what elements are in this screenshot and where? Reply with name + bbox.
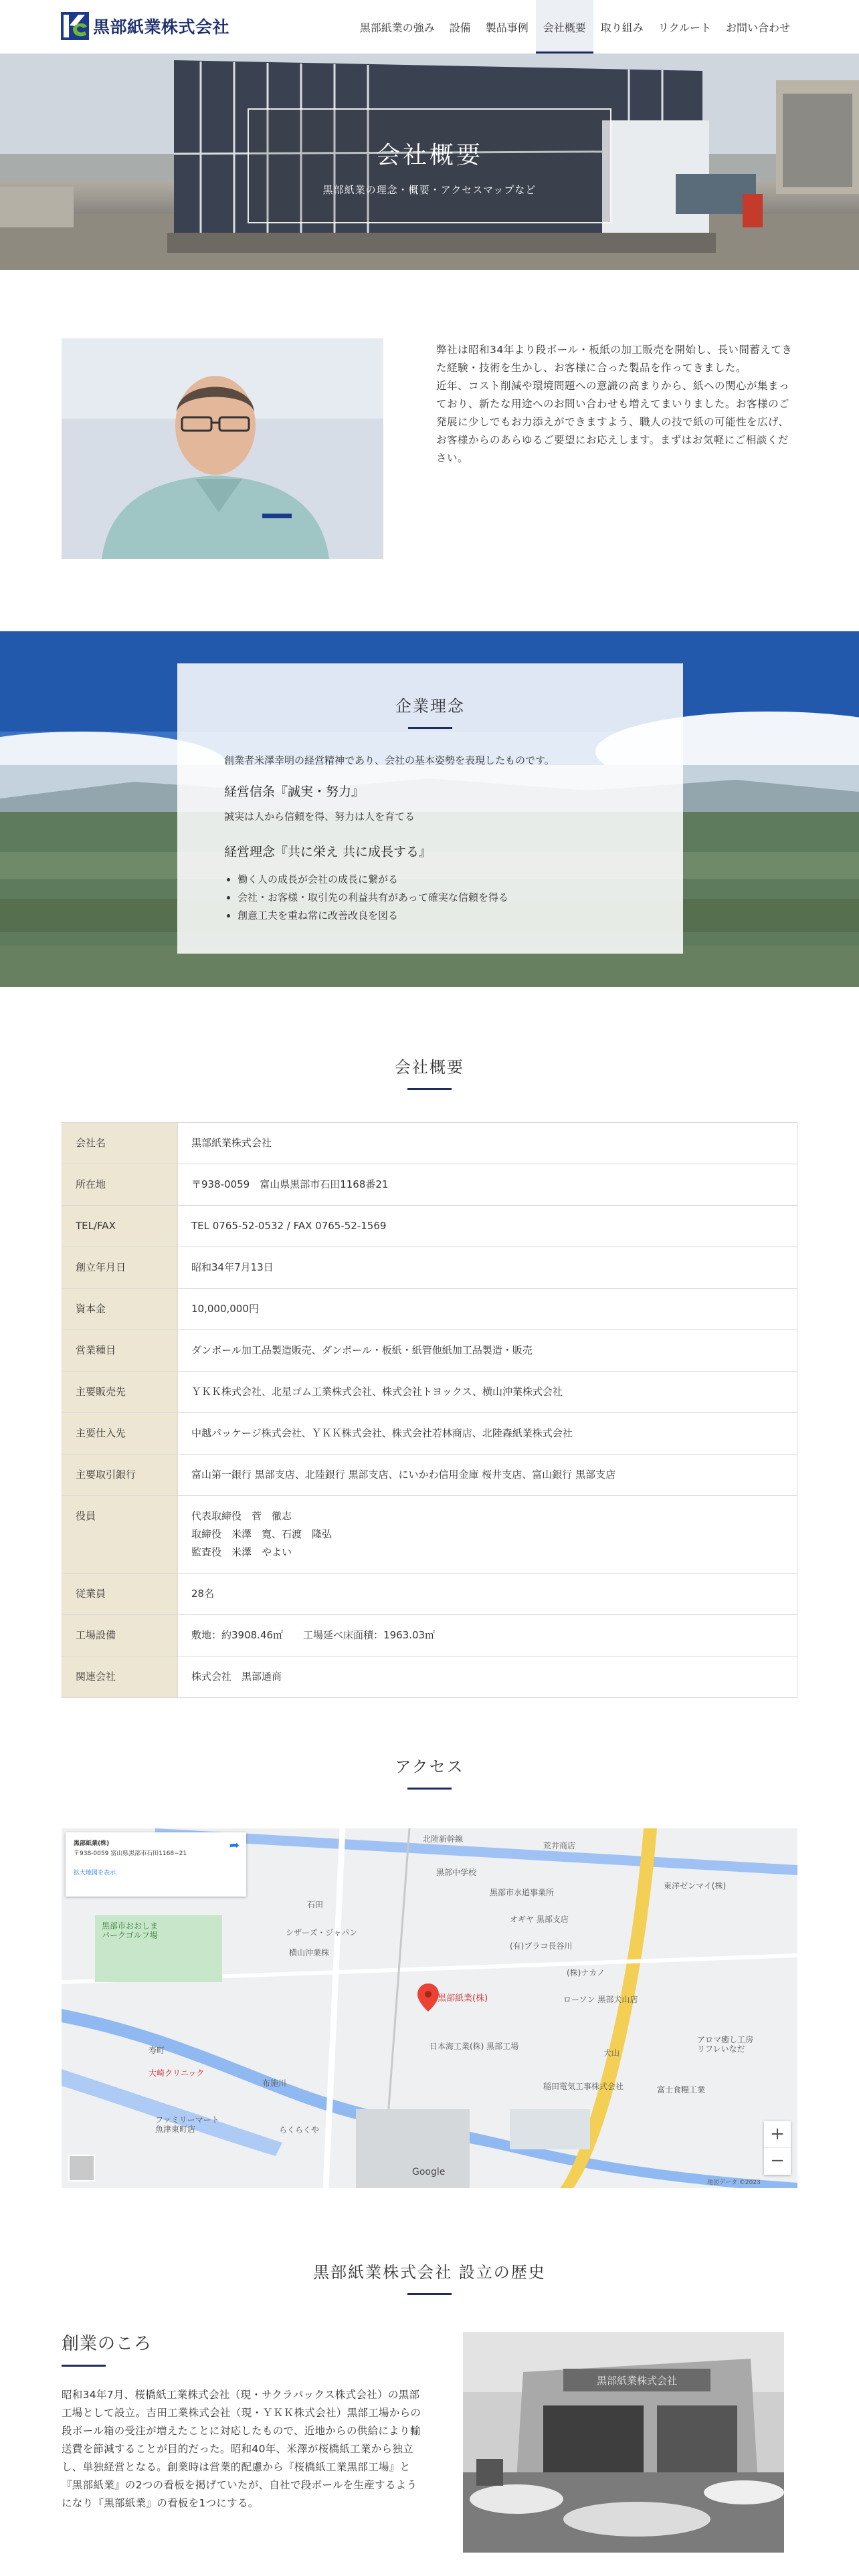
title-underline (407, 1088, 452, 1090)
street-view-button[interactable] (68, 2155, 95, 2181)
nav-company-overview[interactable]: 会社概要 (536, 0, 593, 53)
info-value: ダンボール加工品製造販売、ダンボール・板紙・紙管他紙加工品製造・販売 (178, 1330, 797, 1372)
principle-title: 経営理念『共に栄え 共に成長する』 (224, 845, 432, 859)
president-photo (62, 338, 383, 559)
info-label: 主要販売先 (62, 1372, 178, 1413)
map-label-arai: 荒井商店 (543, 1841, 576, 1850)
table-row (62, 1615, 797, 1656)
map-label-park: 黒部市おおしまパークゴルフ場 (102, 1921, 159, 1940)
zoom-in-button[interactable]: + (764, 2121, 791, 2148)
map-label-ogiya: オギヤ 黒部支店 (510, 1915, 569, 1924)
map-copyright: 地図データ ©2023 (707, 2179, 761, 2186)
intro-paragraph-1: 弊社は昭和34年より段ボール・板紙の加工販売を開始し、長い間蓄えてきた経験・技術を生かし、お客様に合った製品を作ってきました。 (436, 344, 793, 374)
info-value: 10,000,000円 (178, 1289, 797, 1330)
table-row (62, 1330, 797, 1372)
table-row (62, 1413, 797, 1455)
table-row (62, 1574, 797, 1615)
info-value: 昭和34年7月13日 (178, 1247, 797, 1289)
title-underline (408, 727, 452, 729)
map-enlarge-link[interactable]: 拡大地図を表示 (74, 1870, 116, 1876)
principle-item: • 会社・お客様・取引先の利益共有があって確実な信頼を得る (237, 889, 636, 907)
page-subtitle: 黒部紙業の理念・概要・アクセスマップなど (322, 184, 537, 196)
company-overview-section (62, 1054, 797, 1698)
info-value: ＹＫＫ株式会社、北星ゴム工業株式会社、株式会社トヨックス、横山沖業株式会社 (178, 1372, 797, 1413)
nav-recruit[interactable]: リクルート (658, 21, 711, 34)
map-label-kotobuki: 寿町 (149, 2046, 165, 2055)
zoom-out-button[interactable]: − (770, 2151, 785, 2171)
map-label-toyo: 東洋ゼンマイ(株) (664, 1881, 727, 1891)
google-map[interactable] (62, 1828, 797, 2188)
info-label: 主要取引銀行 (62, 1455, 178, 1496)
intro-text (436, 341, 797, 467)
map-label-burako: (有)ブラコ長谷川 (510, 1941, 573, 1951)
philosophy-card (177, 663, 683, 954)
info-label: 従業員 (62, 1574, 178, 1615)
table-row (62, 1164, 797, 1206)
principle-item: • 創意工夫を重ね常に改善改良を図る (237, 907, 636, 925)
map-label-nihonkai: 日本海工業(株) 黒部工場 (430, 2042, 519, 2051)
info-label: 所在地 (62, 1164, 178, 1206)
info-label: 創立年月日 (62, 1247, 178, 1289)
info-value: 代表取締役 菅 徹志 取締役 米澤 寛、石渡 隆弘 監査役 米澤 やよい (178, 1496, 797, 1574)
access-title: アクセス (395, 1757, 464, 1776)
table-row (62, 1455, 797, 1496)
map-info-address: 〒938-0059 富山県黒部市石田1168−21 (74, 1850, 187, 1857)
philosophy-title: 企業理念 (395, 697, 465, 716)
map-label-familymart: ファミリーマート魚津東町店 (155, 2115, 219, 2134)
info-label: 工場設備 (62, 1615, 178, 1656)
principle-list (224, 871, 636, 925)
hero-title-box (248, 108, 611, 223)
creed-title: 経営信条『誠実・努力』 (224, 784, 365, 799)
creed-text: 誠実は人から信頼を得、努力は人を育てる (224, 811, 415, 823)
map-info-title: 黒部紙業(株) (74, 1840, 110, 1847)
site-header (0, 0, 859, 53)
info-value: 敷地：約3908.46㎡ 工場延べ床面積：1963.03㎡ (178, 1615, 797, 1656)
map-label-scissors: シザーズ・ジャパン (286, 1928, 358, 1937)
table-row (62, 1496, 797, 1574)
heading-underline (62, 2365, 106, 2367)
info-value: 28名 (178, 1574, 797, 1615)
philosophy-lead: 創業者米澤幸明の経営精神であり、会社の基本姿勢を表現したものです。 (224, 754, 555, 766)
map-label-shinkansen: 北陸新幹線 (423, 1834, 464, 1844)
info-value: 株式会社 黒部通商 (178, 1656, 797, 1698)
table-row (62, 1206, 797, 1247)
map-label-water: 黒部市水道事業所 (490, 1888, 555, 1897)
history-title: 黒部紙業株式会社 設立の歴史 (313, 2263, 546, 2282)
map-label-inada: 稲田電気工事株式会社 (543, 2082, 624, 2091)
map-label-inuyama: 犬山 (603, 2048, 620, 2058)
map-label-yokoyama: 横山沖業株 (289, 1948, 330, 1957)
map-info-card (66, 1832, 246, 1897)
intro-paragraph-2: 近年、コスト削減や環境問題への意識の高まりから、紙への関心が集まっており、新たな用途へのお問い合わせも増えてまいりました。お客様のご発展に少しでもお力添えができますよう、職人の技で紙の可能性を広げ、お客様からのあらゆるご要望にお応えします。まずはお気軽にご相談ください。 (436, 380, 790, 464)
table-row (62, 1289, 797, 1330)
hero-banner (0, 53, 859, 270)
overview-title: 会社概要 (395, 1058, 464, 1077)
logo-mark-icon (61, 12, 89, 40)
main-nav (353, 0, 797, 53)
nav-equipment[interactable]: 設備 (449, 21, 471, 34)
map-zoom-control (764, 2121, 791, 2175)
info-label: 営業種目 (62, 1330, 178, 1372)
map-label-fusegawa: 布施川 (262, 2078, 287, 2088)
map-label-junior-high: 黒部中学校 (436, 1868, 477, 1877)
history-factory-photo (463, 2332, 784, 2553)
title-underline (407, 1788, 452, 1790)
nav-products[interactable]: 製品事例 (485, 21, 529, 34)
google-watermark: Google (412, 2167, 446, 2177)
info-label: TEL/FAX (62, 1206, 178, 1247)
philosophy-section (0, 631, 859, 987)
info-label: 資本金 (62, 1289, 178, 1330)
map-label-lawson: ローソン 黒部犬山店 (563, 1995, 638, 2004)
page-title: 会社概要 (375, 142, 483, 169)
directions-icon[interactable]: ➦ (229, 1838, 240, 1852)
history-text: 昭和34年7月、桜橋紙工業株式会社（現・サクラパックス株式会社）の黒部工場として設立。吉田工業株式会社（現・ＹＫＫ株式会社）黒部工場からの段ボール箱の受注が増えたことに対応したもので、近地からの供給により輸送費を節減することが目的だった。昭和40年、米澤が桜橋紙工業から独立し、単独経営となる。創業時は営業的配慮から『桜橋紙工業黒部工場』と『黒部紙業』の2つの看板を掲げていたが、自社で段ボールを生産するようになり『黒部紙業』の看板を1つにする。 (62, 2389, 421, 2509)
map-pin-label: 黒部紙業(株) (438, 1994, 488, 2004)
title-underline (407, 2293, 452, 2295)
table-row (62, 1656, 797, 1698)
info-value: 黒部紙業株式会社 (178, 1123, 797, 1164)
info-label: 関連会社 (62, 1656, 178, 1698)
nav-initiatives[interactable]: 取り組み (600, 21, 644, 34)
map-label-clinic: 大崎クリニック (149, 2068, 205, 2078)
map-label-rakuraku: らくらくや (279, 2125, 320, 2135)
table-row (62, 1247, 797, 1289)
factory-sign: 黒部紙業株式会社 (596, 2375, 678, 2387)
history-section (62, 2259, 797, 2295)
company-info-table (62, 1122, 797, 1698)
nav-strengths[interactable]: 黒部紙業の強み (359, 21, 435, 34)
history-heading: 創業のころ (62, 2334, 153, 2354)
info-label: 主要仕入先 (62, 1413, 178, 1455)
info-value: 〒938-0059 富山県黒部市石田1168番21 (178, 1164, 797, 1206)
map-label-aroma: アロマ癒し工房リフレいなだ (697, 2035, 754, 2054)
table-row (62, 1372, 797, 1413)
info-value: TEL 0765-52-0532 / FAX 0765-52-1569 (178, 1206, 797, 1247)
info-label: 会社名 (62, 1123, 178, 1164)
company-logo[interactable] (61, 12, 229, 40)
map-label-ishida: 石田 (307, 1900, 324, 1909)
principle-item: • 働く人の成長が会社の成長に繋がる (237, 871, 636, 889)
info-label: 役員 (62, 1496, 178, 1574)
map-label-fuji: 富士食糧工業 (657, 2085, 706, 2095)
info-value: 中越パッケージ株式会社、ＹＫＫ株式会社、株式会社若林商店、北陸森紙業株式会社 (178, 1413, 797, 1455)
map-label-nakano: (株)ナカノ (567, 1968, 605, 1977)
logo-text: 黒部紙業株式会社 (93, 17, 230, 37)
access-section (62, 1753, 797, 1790)
info-value: 富山第一銀行 黒部支店、北陸銀行 黒部支店、にいかわ信用金庫 桜井支店、富山銀行 黒部支店 (178, 1455, 797, 1496)
table-row (62, 1123, 797, 1164)
nav-contact[interactable]: お問い合わせ (725, 21, 790, 34)
